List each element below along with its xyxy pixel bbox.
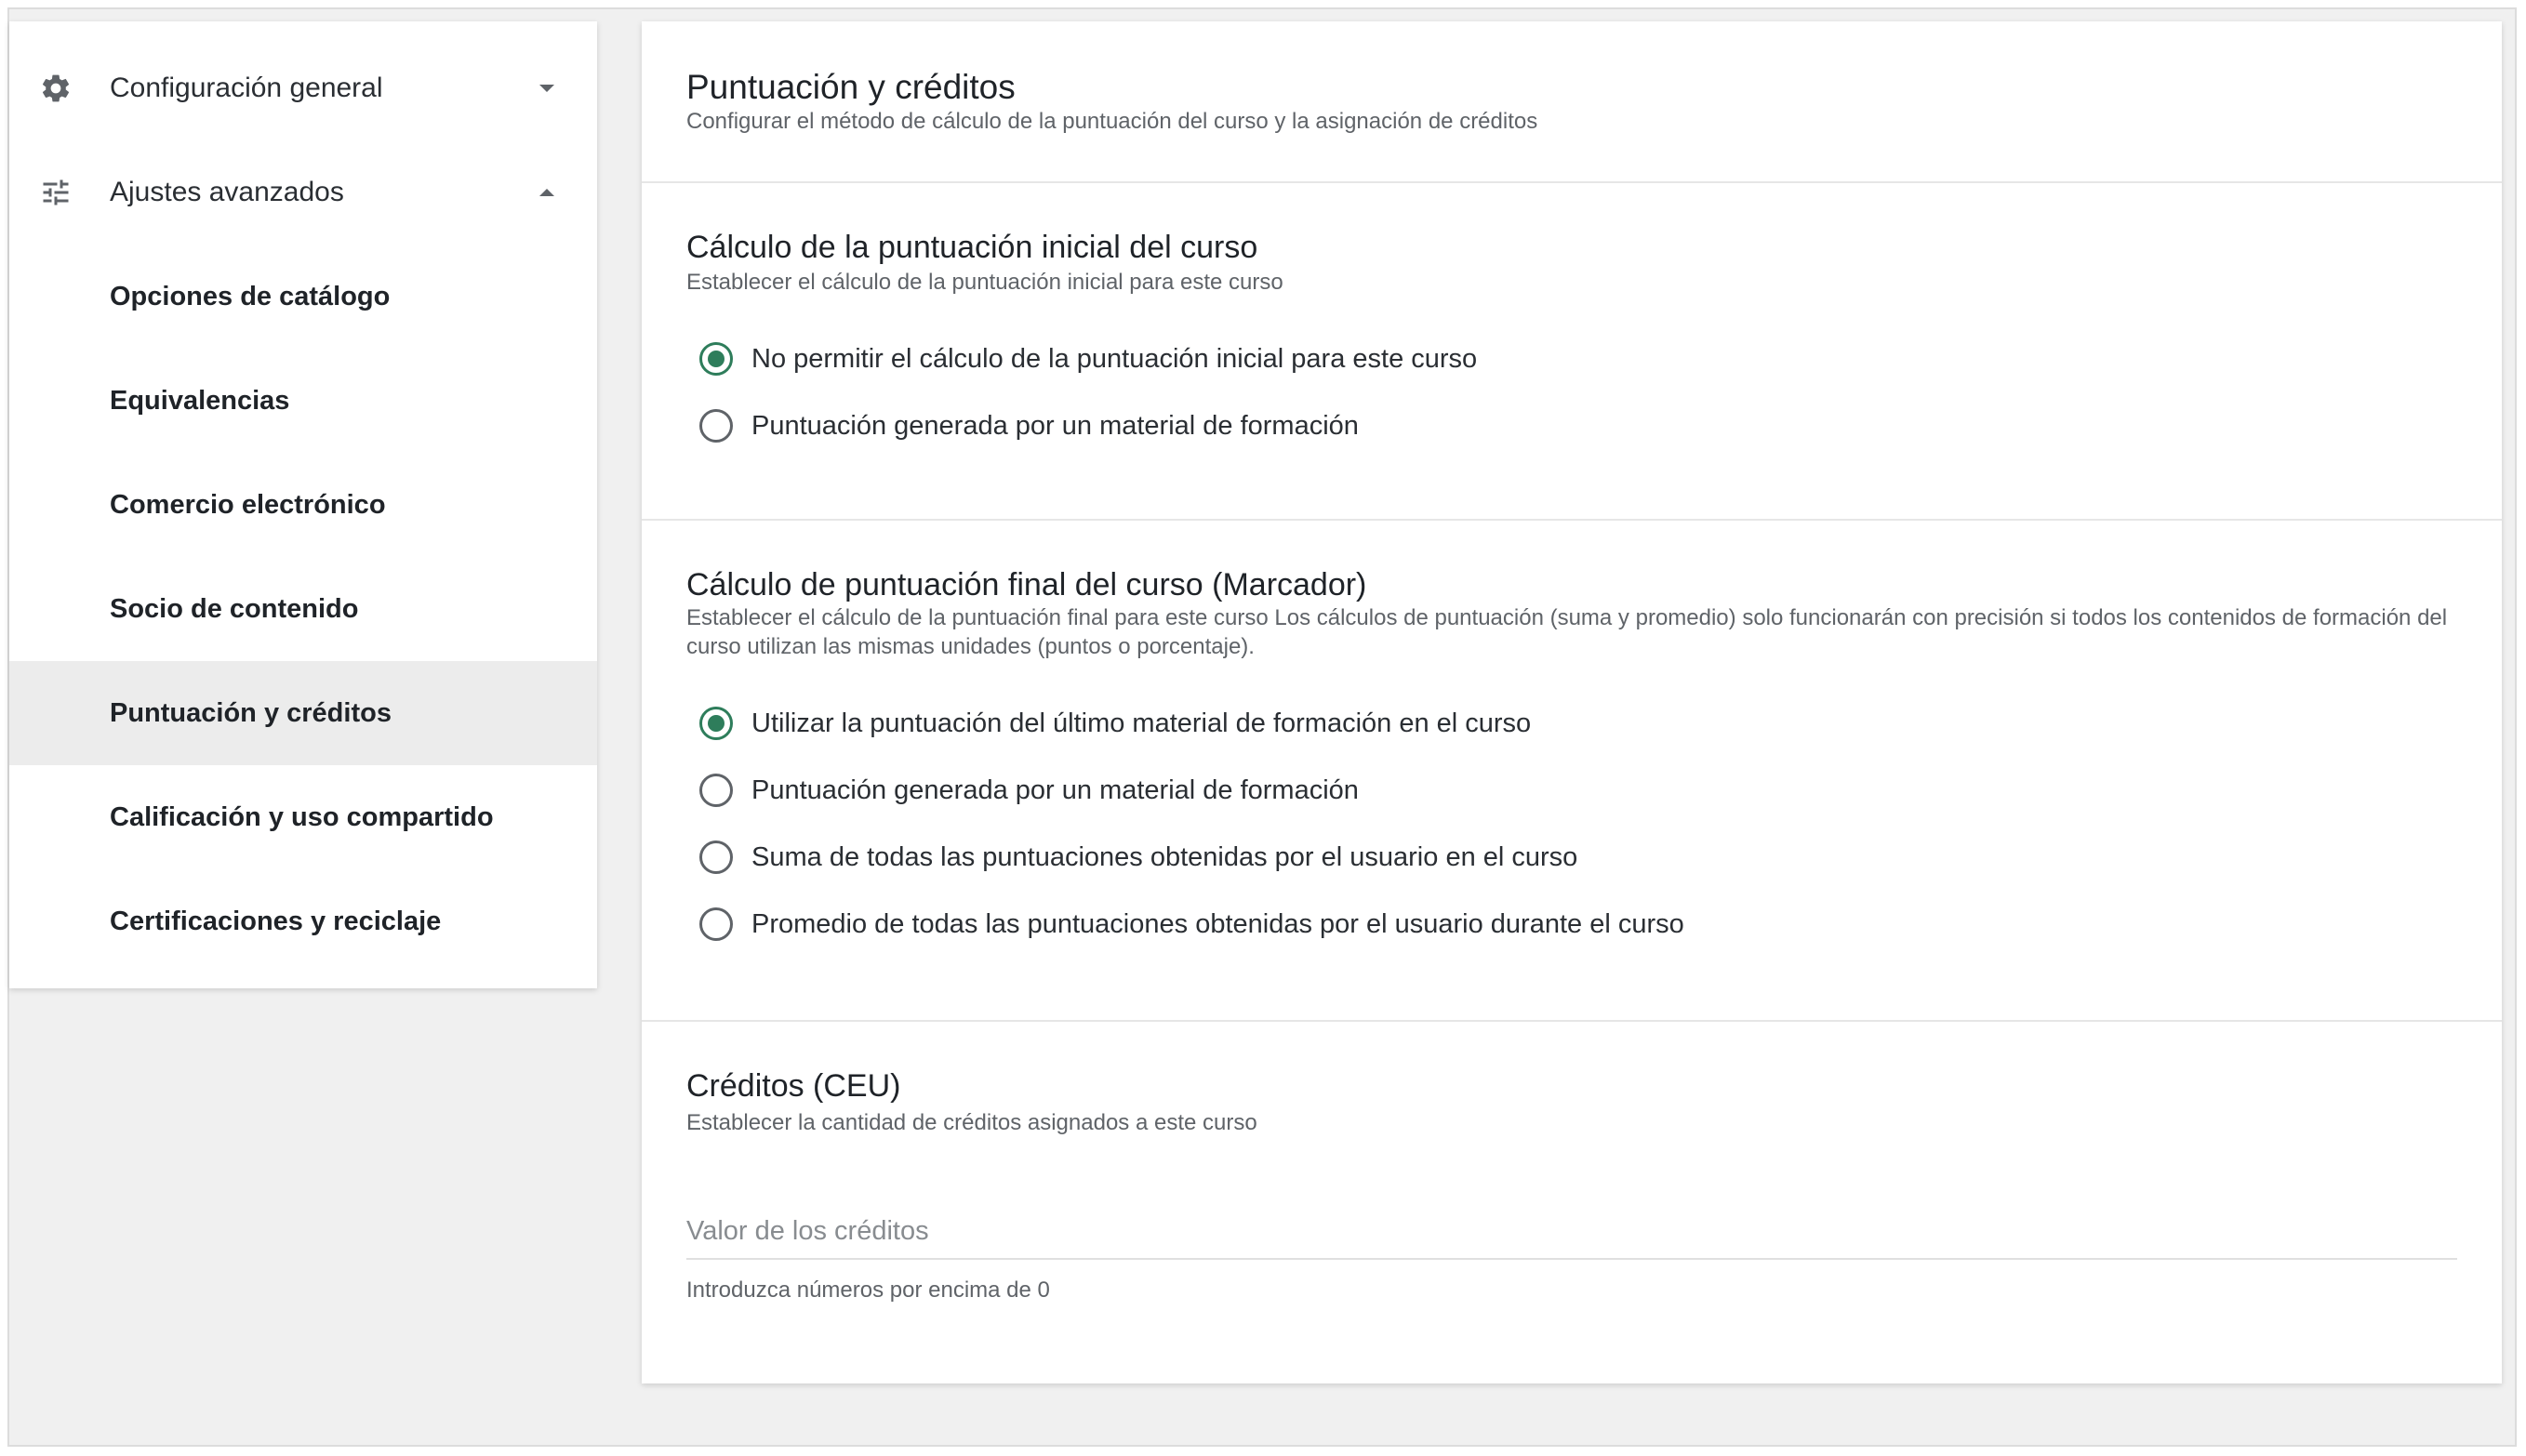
- section-title: Cálculo de puntuación final del curso (Marcador): [686, 567, 1367, 602]
- radio-label: Promedio de todas las puntuaciones obtenidas por el usuario durante el curso: [751, 908, 1684, 939]
- chevron-down-icon: [538, 83, 556, 94]
- credits-field: [686, 1191, 2457, 1260]
- page-subtitle: Configurar el método de cálculo de la puntuación del curso y la asignación de créditos: [686, 109, 1538, 134]
- radio-button[interactable]: [699, 409, 733, 443]
- radio-option-average-scores[interactable]: [699, 904, 1684, 945]
- sidebar-item-label: Puntuación y créditos: [110, 697, 392, 728]
- panel-header: [642, 21, 2502, 183]
- sidebar-item-label: Configuración general: [110, 73, 383, 103]
- sidebar-item-label: Equivalencias: [110, 385, 290, 416]
- radio-button[interactable]: [699, 707, 733, 740]
- page-title: Puntuación y créditos: [686, 68, 1016, 106]
- radio-label: Puntuación generada por un material de formación: [751, 774, 1359, 805]
- credits-section: [642, 1022, 2502, 1383]
- section-subtitle: Establecer el cálculo de la puntuación inicial para este curso: [686, 270, 1283, 295]
- credits-value-input[interactable]: [686, 1191, 2457, 1258]
- sidebar-item-label: Opciones de catálogo: [110, 281, 391, 311]
- sidebar-item-general-settings[interactable]: [9, 36, 597, 140]
- radio-label: No permitir el cálculo de la puntuación inicial para este curso: [751, 343, 1478, 374]
- radio-option-sum-scores[interactable]: [699, 837, 1577, 878]
- sidebar-item-catalog-options[interactable]: [9, 245, 597, 349]
- radio-option-material-score[interactable]: [699, 405, 1359, 446]
- sidebar-item-rating-sharing[interactable]: [9, 765, 597, 869]
- final-score-section: [642, 521, 2502, 1022]
- radio-button[interactable]: [699, 774, 733, 807]
- sidebar-item-label: Ajustes avanzados: [110, 177, 344, 207]
- radio-option-last-material[interactable]: [699, 703, 1531, 744]
- sidebar-item-content-partner[interactable]: [9, 557, 597, 661]
- chevron-up-icon: [538, 187, 556, 198]
- settings-panel: [642, 21, 2502, 1383]
- gear-icon: [37, 70, 74, 107]
- sidebar-item-label: Socio de contenido: [110, 593, 359, 624]
- settings-sidebar: [9, 21, 597, 988]
- sidebar-item-ecommerce[interactable]: [9, 453, 597, 557]
- radio-option-no-initial-score[interactable]: [699, 338, 1477, 379]
- section-subtitle: Establecer la cantidad de créditos asignados a este curso: [686, 1110, 1257, 1135]
- sidebar-item-label: Certificaciones y reciclaje: [110, 906, 442, 936]
- sidebar-item-equivalences[interactable]: [9, 349, 597, 453]
- sidebar-item-advanced-settings[interactable]: [9, 140, 597, 245]
- sidebar-item-label: Calificación y uso compartido: [110, 801, 494, 832]
- sidebar-item-scoring-credits[interactable]: [9, 661, 597, 765]
- radio-button[interactable]: [699, 342, 733, 376]
- section-subtitle: Establecer el cálculo de la puntuación final para este curso Los cálculos de puntuación (suma y promedio) solo funcionarán con precisión si todos los contenidos de formación del curso utilizan las mismas unidades (puntos o porcentaje).: [686, 605, 2448, 659]
- radio-label: Puntuación generada por un material de formación: [751, 410, 1359, 441]
- initial-score-section: [642, 183, 2502, 521]
- sidebar-item-certifications[interactable]: [9, 869, 597, 973]
- radio-button[interactable]: [699, 907, 733, 941]
- radio-button[interactable]: [699, 841, 733, 874]
- section-title: Cálculo de la puntuación inicial del curso: [686, 230, 1258, 265]
- radio-option-material-score[interactable]: [699, 770, 1359, 811]
- credits-helper-text: Introduzca números por encima de 0: [686, 1277, 1050, 1303]
- section-title: Créditos (CEU): [686, 1068, 901, 1104]
- radio-label: Utilizar la puntuación del último material de formación en el curso: [751, 708, 1532, 738]
- sliders-icon: [37, 174, 74, 211]
- radio-label: Suma de todas las puntuaciones obtenidas por el usuario en el curso: [751, 841, 1578, 872]
- sidebar-item-label: Comercio electrónico: [110, 489, 386, 520]
